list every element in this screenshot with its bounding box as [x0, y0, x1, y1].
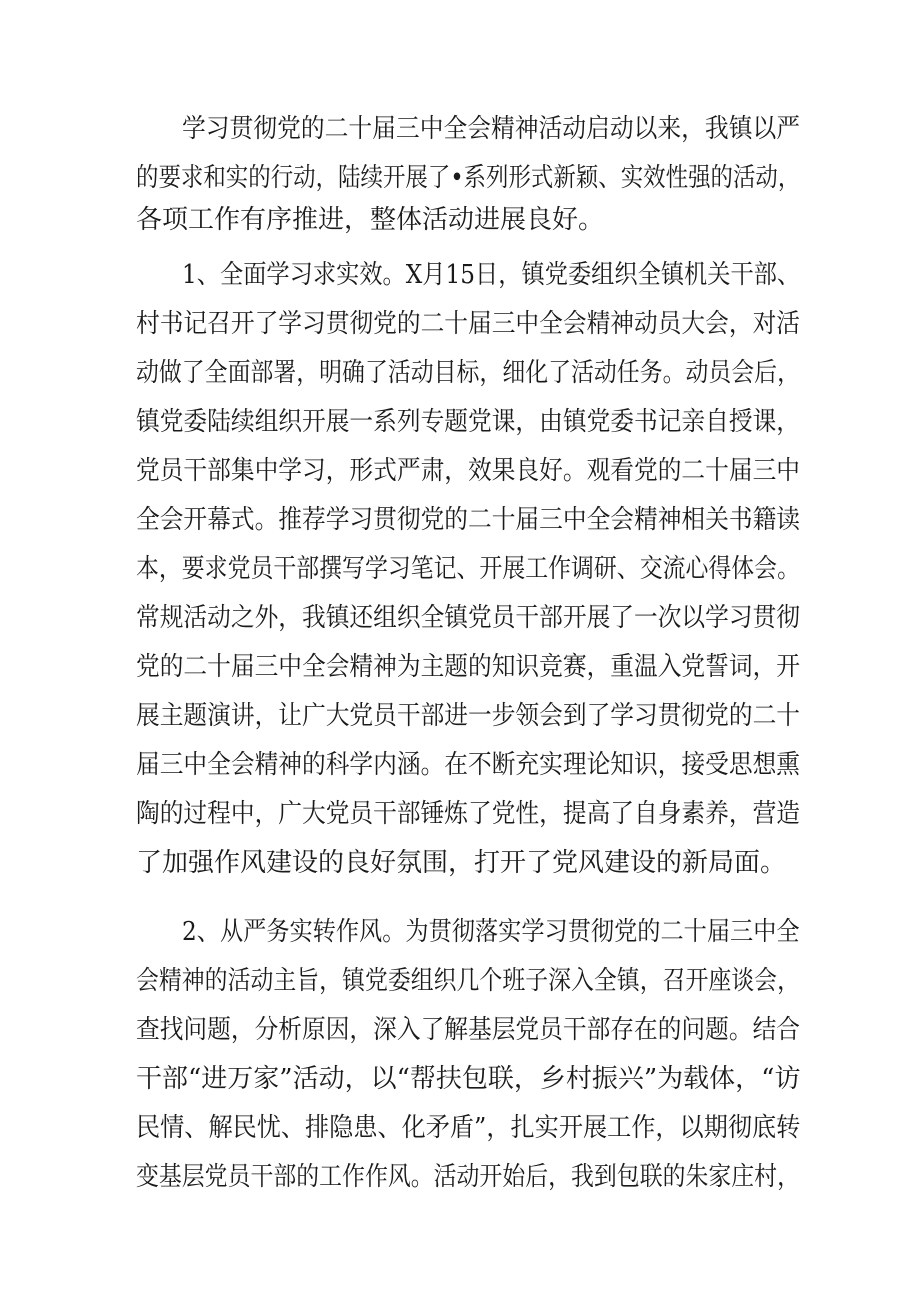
paragraph-2-line-5: 党员干部集中学习，形式严肃，效果良好。观看党的二十届三中 [136, 456, 801, 486]
paragraph-2-line-6: 全会开幕式。推荐学习贯彻党的二十届三中全会精神相关书籍读 [136, 505, 801, 535]
paragraph-3-line-1: 2、从严务实转作风。为贯彻落实学习贯彻党的二十届三中全 [182, 917, 800, 947]
paragraph-3-line-6: 变基层党员干部的工作作风。活动开始后，我到包联的朱家庄村， [136, 1162, 800, 1192]
paragraph-2-line-7: 本，要求党员干部撰写学习笔记、开展工作调研、交流心得体会。 [136, 554, 800, 584]
paragraph-3-line-4: 干部“进万家”活动，以“帮扶包联，乡村振兴”为载体，“访 [136, 1064, 801, 1094]
paragraph-2-line-1: 1、全面学习求实效。X月15日，镇党委组织全镇机关干部、 [182, 260, 801, 290]
paragraph-3-line-5: 民情、解民忧、排隐患、化矛盾”，扎实开展工作，以期彻底转 [136, 1113, 801, 1143]
paragraph-2-line-11: 届三中全会精神的科学内涵。在不断充实理论知识，接受思想熏 [136, 750, 801, 780]
paragraph-3-line-3: 查找问题，分析原因，深入了解基层党员干部存在的问题。结合 [136, 1015, 801, 1045]
paragraph-2-line-2: 村书记召开了学习贯彻党的二十届三中全会精神动员大会，对活 [136, 309, 801, 339]
paragraph-2-line-8: 常规活动之外，我镇还组织全镇党员干部开展了一次以学习贯彻 [136, 603, 801, 633]
paragraph-2-line-12: 陶的过程中，广大党员干部锤炼了党性，提高了自身素养，营造 [136, 799, 801, 829]
paragraph-2-line-3: 动做了全面部署，明确了活动目标，细化了活动任务。动员会后， [136, 358, 800, 388]
paragraph-2-line-9: 党的二十届三中全会精神为主题的知识竞赛，重温入党誓词，开 [136, 652, 801, 682]
paragraph-2-line-10: 展主题演讲，让广大党员干部进一步领会到了学习贯彻党的二十 [136, 701, 801, 731]
paragraph-1-line-1: 学习贯彻党的二十届三中全会精神活动启动以来，我镇以严 [182, 114, 801, 144]
paragraph-1-line-3: 各项工作有序推进，整体活动进展良好。 [136, 205, 605, 235]
paragraph-3-line-2: 会精神的活动主旨，镇党委组织几个班子深入全镇，召开座谈会， [136, 966, 800, 996]
paragraph-2-line-13: 了加强作风建设的良好氛围，打开了党风建设的新局面。 [136, 848, 787, 878]
paragraph-2-line-4: 镇党委陆续组织开展一系列专题党课，由镇党委书记亲自授课， [136, 407, 801, 437]
paragraph-1-line-2: 的要求和实的行动，陆续开展了•系列形式新颖、实效性强的活动， [136, 163, 801, 193]
